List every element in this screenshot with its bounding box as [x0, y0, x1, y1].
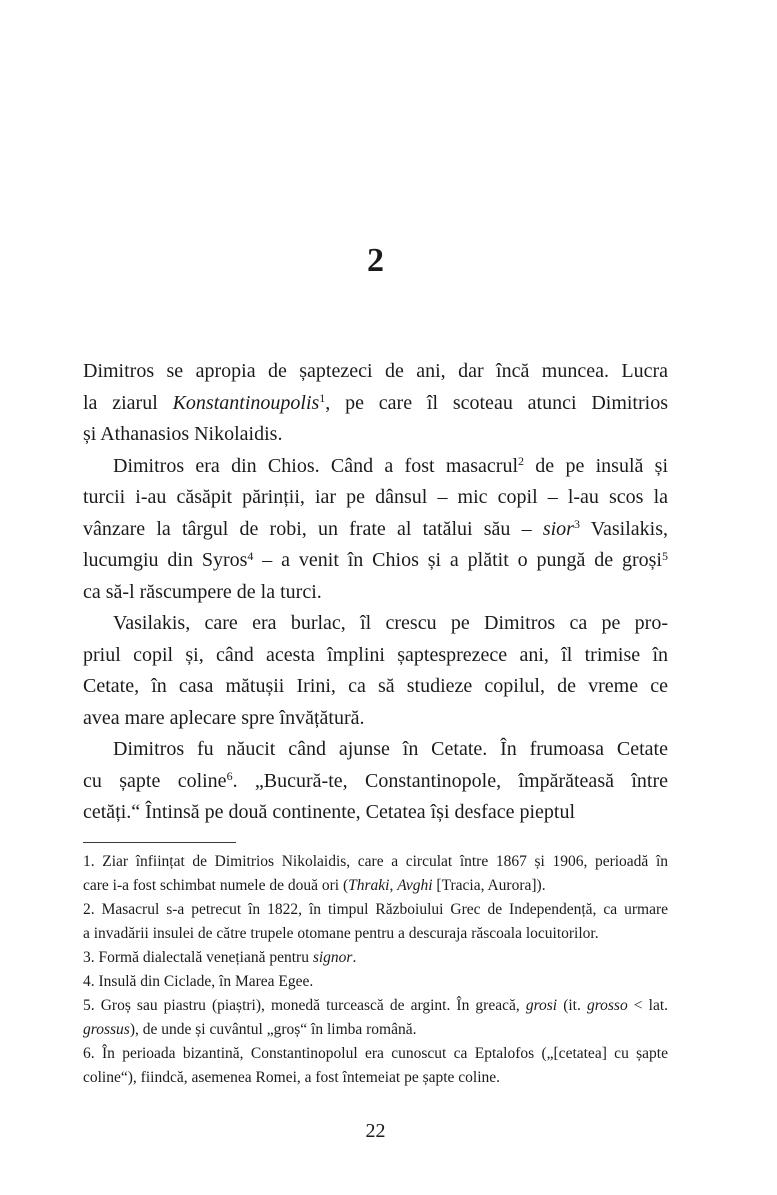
italic-text: Thraki: [348, 877, 390, 894]
text-run: Dimitros se apropia de șaptezeci de ani, dar încă muncea. Lucra: [83, 360, 668, 382]
text-run: 4. Insulă din Ciclade, în Marea Egee.: [83, 973, 314, 990]
text-run: ca să-l răscumpere de la turci.: [83, 580, 322, 603]
text-run: Dimitros fu năucit când ajunse în Cetate. În frumoasa Cetate: [113, 738, 668, 760]
text-run: 6. În perioada bizantină, Constantinopolul era cunoscut ca Eptalofos („[cetatea] cu șapte: [83, 1045, 668, 1062]
footnote-ref: 5: [662, 548, 668, 563]
text-run: turcii i-au căsăpit părinții, iar pe dânsul – mic copil – l-au scos la: [83, 486, 668, 508]
body-text-line: [83, 640, 668, 672]
text-run: de pe insulă și: [524, 454, 669, 477]
text-run: a invadării insulei de către trupele otomane pentru a descuraja răscoala locuitorilor.: [83, 925, 599, 942]
footnote-ref: 1: [319, 391, 326, 406]
footnote-line: [83, 970, 668, 994]
body-text-line: [83, 703, 668, 735]
footnote-line: [83, 946, 668, 970]
italic-text: grossus: [83, 1021, 130, 1038]
body-text-line: [83, 545, 668, 577]
footnote-line: [83, 922, 668, 946]
body-text-line: [83, 608, 668, 640]
text-run: Dimitros era din Chios. Când a fost masacrul: [113, 454, 519, 477]
footnote-ref: 4: [247, 548, 254, 563]
footnote-ref: 6: [226, 769, 233, 784]
footnote-separator: [83, 842, 236, 843]
text-run: care i-a fost schimbat numele de două ori (: [83, 877, 349, 894]
body-text-line: [83, 451, 668, 483]
footnote-line: [83, 1042, 668, 1066]
text-run: (it.: [557, 997, 587, 1014]
text-run: Cetate, în casa mătușii Irini, ca să studieze copilul, de vreme ce: [83, 675, 668, 697]
text-run: la ziarul: [83, 391, 173, 414]
body-text-line: [83, 797, 668, 829]
text-run: < lat.: [627, 997, 668, 1014]
text-run: 2. Masacrul s-a petrecut în 1822, în timpul Războiului Grec de Independență, ca urmare: [83, 901, 668, 918]
body-text-line: [83, 482, 668, 514]
text-run: 3. Formă dialectală venețiană pentru: [83, 949, 313, 966]
text-run: lucumgiu din Syros: [83, 549, 248, 571]
chapter-number: 2: [367, 242, 384, 279]
page-number: 22: [365, 1120, 386, 1142]
text-run: și Athanasios Nikolaidis.: [83, 423, 283, 445]
text-run: .: [352, 949, 357, 966]
text-run: [Tracia, Aurora]).: [432, 877, 546, 894]
body-text-line: [83, 388, 668, 420]
text-run: – a venit în Chios și a plătit o pungă de groși: [253, 549, 662, 571]
body-text-line: [83, 671, 668, 703]
body-text-line: [83, 734, 668, 766]
text-run: priul copil și, când acesta împlini șaptesprezece ani, îl trimise în: [83, 643, 668, 666]
text-run: ,: [389, 877, 398, 894]
footnote-line: [83, 874, 668, 898]
footnotes: [83, 850, 668, 1090]
footnote-line: [83, 898, 668, 922]
text-run: cu șapte coline: [83, 769, 227, 792]
text-run: ), de unde și cuvântul „groș“ în limba română.: [129, 1021, 417, 1038]
footnote-line: [83, 994, 668, 1018]
body-text-line: [83, 766, 668, 798]
text-run: cetăți.“ Întinsă pe două continente, Cetatea își desface pieptul: [83, 801, 576, 823]
italic-text: grosso: [586, 997, 628, 1014]
text-run: , pe care îl scoteau atunci Dimitrios: [325, 391, 668, 414]
italic-text: grosi: [525, 997, 558, 1014]
text-run: avea mare aplecare spre învățătură.: [83, 706, 365, 729]
italic-text: Avghi: [397, 877, 433, 894]
body-text-line: [83, 577, 668, 609]
footnote-line: [83, 850, 668, 874]
text-run: vânzare la târgul de robi, un frate al tatălui său –: [83, 517, 543, 540]
footnote-ref: 2: [518, 454, 525, 469]
footnote-line: [83, 1018, 668, 1042]
text-run: 1. Ziar înființat de Dimitrios Nikolaidis, care a circulat între 1867 și 1906, perioadă în: [83, 853, 668, 870]
text-run: coline“), fiindcă, asemenea Romei, a fost întemeiat pe șapte coline.: [83, 1069, 501, 1086]
text-run: Vasilakis, care era burlac, îl crescu pe Dimitros ca pe pro-: [113, 612, 668, 634]
italic-text: Konstantinoupolis: [172, 391, 320, 414]
italic-text: signor: [312, 949, 353, 966]
body-text-line: [83, 419, 668, 451]
text-run: Vasilakis,: [579, 517, 668, 540]
body-text: [83, 356, 668, 829]
text-run: 5. Groș sau piastru (piaștri), monedă turcească de argint. În greacă,: [83, 997, 526, 1014]
body-text-line: [83, 514, 668, 546]
body-text-line: [83, 356, 668, 388]
text-run: . „Bucură-te, Constantinopole, împărăteasă între: [232, 769, 668, 792]
footnote-ref: 3: [573, 517, 580, 532]
footnote-line: [83, 1066, 668, 1090]
italic-text: sior: [542, 517, 574, 540]
